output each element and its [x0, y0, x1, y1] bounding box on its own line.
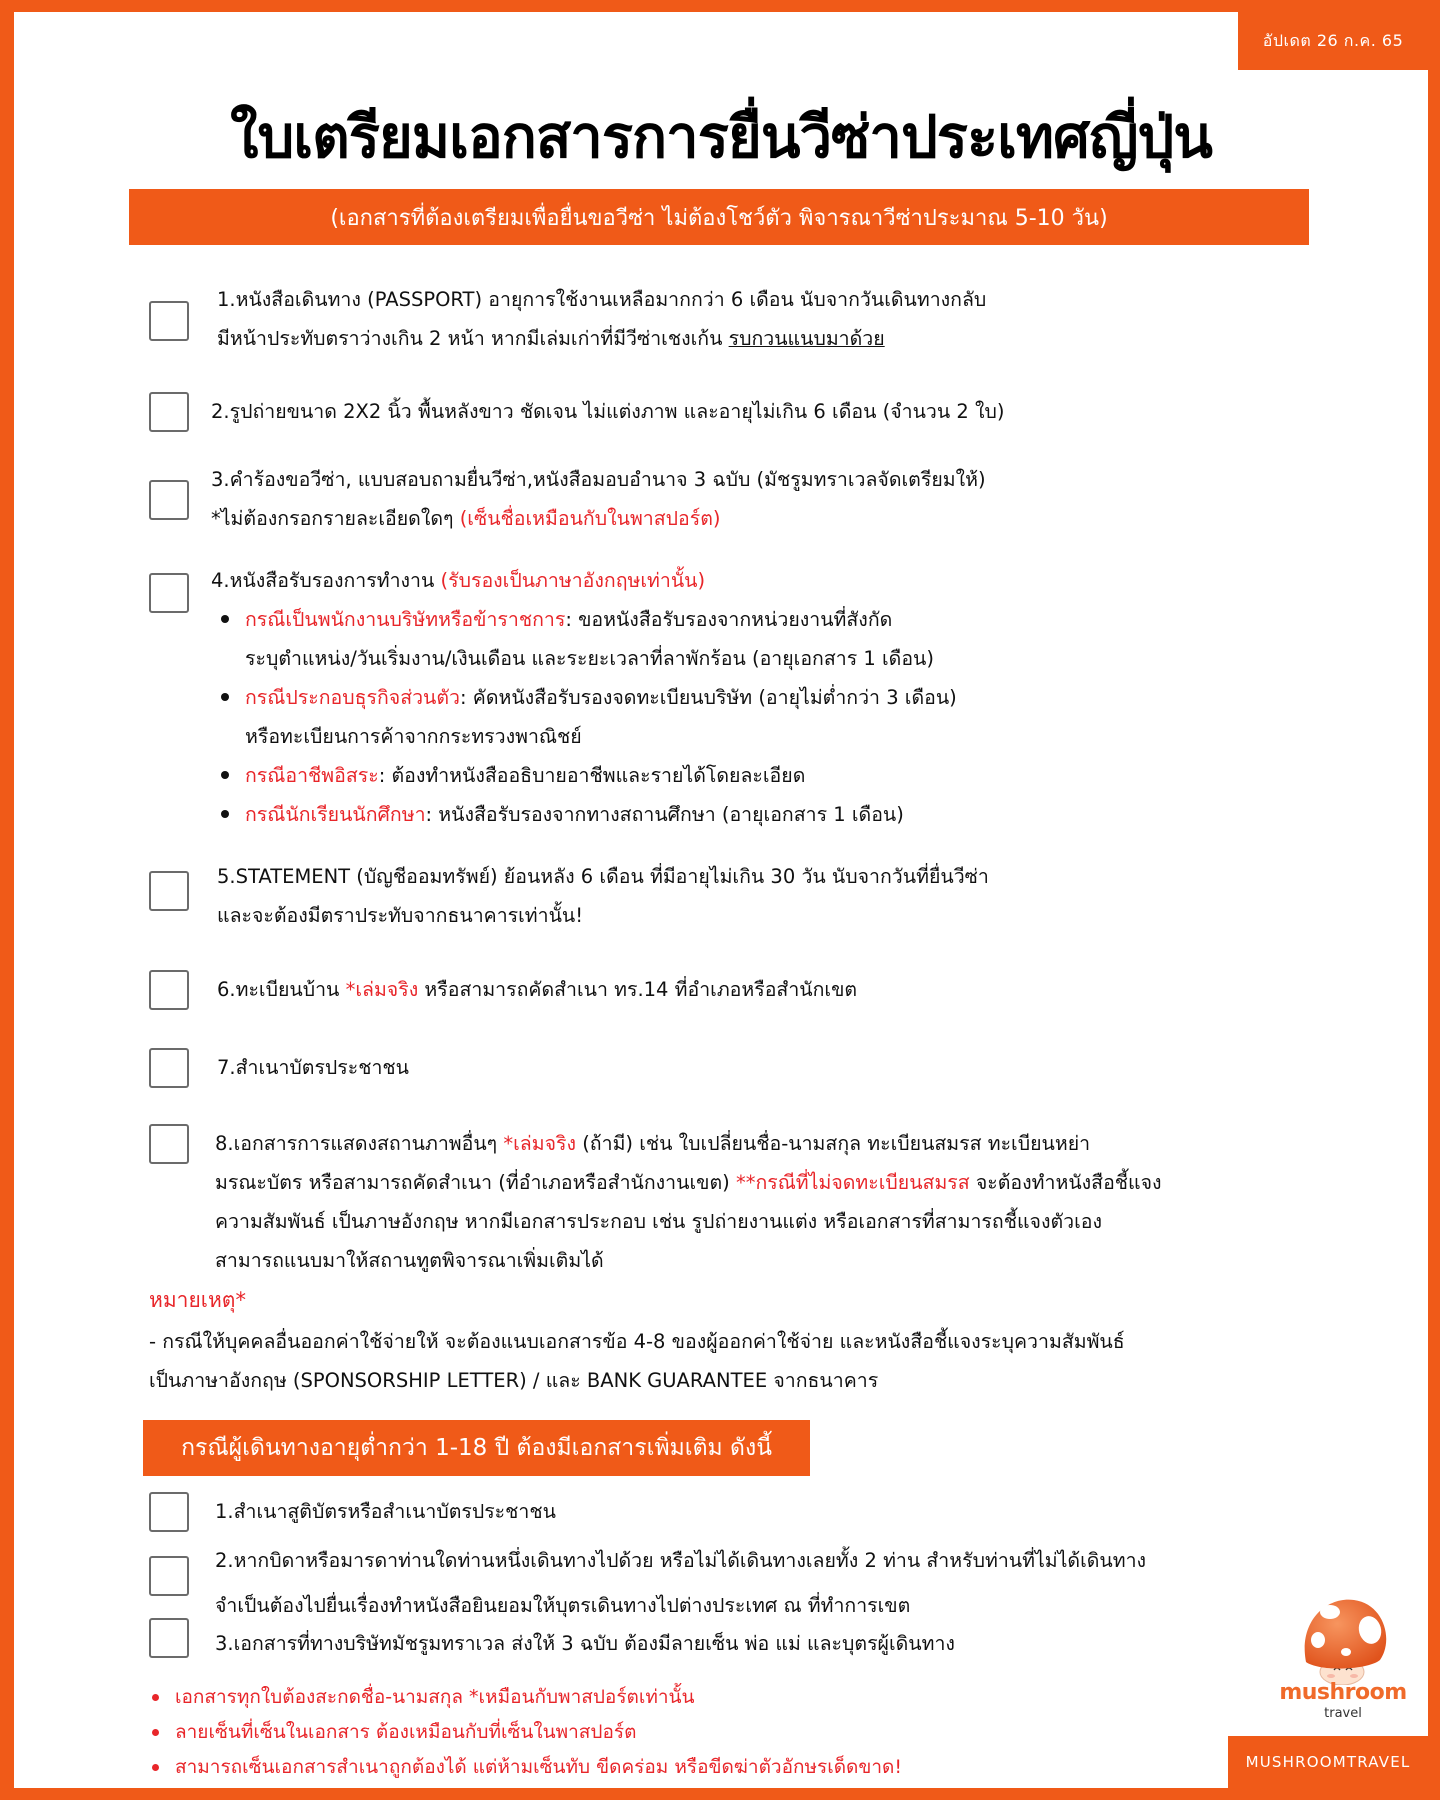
warning-item: เอกสารทุกใบต้องสะกดชื่อ-นามสกุล *เหมือนกับพาสปอร์ตเท่านั้น	[149, 1680, 902, 1715]
item-text-highlight: *เล่มจริง	[503, 1132, 576, 1155]
list-item	[211, 600, 957, 639]
item-text-highlight: (รับรองเป็นภาษาอังกฤษเท่านั้น)	[440, 569, 706, 592]
logo-subtext: travel	[1324, 1706, 1362, 1721]
checklist-item-employment-cert	[149, 561, 1329, 831]
checkbox[interactable]	[149, 1556, 189, 1596]
item-text	[215, 1538, 1146, 1628]
employment-cases-list	[211, 600, 957, 834]
checklist-item-statement	[149, 857, 1329, 937]
checklist-item-house-registration	[149, 970, 1329, 1010]
case-label: กรณีประกอบธุรกิจส่วนตัว	[245, 686, 460, 709]
item-text: 2.รูปถ่ายขนาด 2X2 นิ้ว พื้นหลังขาว ชัดเจน ไม่แต่งภาพ และอายุไม่เกิน 6 เดือน (จำนวน 2 ใบ)	[211, 400, 1005, 423]
warning-item: ลายเซ็นที่เซ็นในเอกสาร ต้องเหมือนกับที่เซ็นในพาสปอร์ต	[149, 1715, 902, 1750]
item-text-highlight: *เล่มจริง	[345, 978, 419, 1001]
item-line	[215, 1163, 1162, 1202]
case-label: กรณีอาชีพอิสระ	[245, 764, 379, 787]
notes-line: - กรณีให้บุคคลอื่นออกค่าใช้จ่ายให้ จะต้องแนบเอกสารข้อ 4-8 ของผู้ออกค่าใช้จ่าย และหนังสือชี้แจงระบุความสัมพันธ์	[149, 1330, 1125, 1353]
checkbox[interactable]	[149, 301, 189, 341]
item-line: 5.STATEMENT (บัญชีออมทรัพย์) ย้อนหลัง 6 เดือน ที่มีอายุไม่เกิน 30 วัน นับจากวันที่ยื่นวีซ่า	[217, 865, 989, 888]
checkbox[interactable]	[149, 573, 189, 613]
update-date-badge: อัปเดต 26 ก.ค. 65	[1238, 12, 1428, 70]
item-text	[217, 970, 857, 1009]
warning-item: สามารถเซ็นเอกสารสำเนาถูกต้องได้ แต่ห้ามเซ็นทับ ขีดคร่อม หรือขีดฆ่าตัวอักษรเด็ดขาด!	[149, 1750, 902, 1785]
list-item	[211, 678, 957, 717]
item-text-highlight: **กรณีที่ไม่จดทะเบียนสมรส	[735, 1171, 970, 1194]
item-text-plain: (ถ้ามี) เช่น ใบเปลี่ยนชื่อ-นามสกุล ทะเบียนสมรส ทะเบียนหย่า	[576, 1132, 1091, 1155]
item-text-underline: รบกวนแนบมาด้วย	[728, 327, 885, 350]
item-text	[211, 561, 957, 834]
item-line	[217, 319, 986, 358]
checkbox[interactable]	[149, 1124, 189, 1164]
item-line: ความสัมพันธ์ เป็นภาษอังกฤษ หากมีเอกสารประกอบ เช่น รูปถ่ายงานแต่ง หรือเอกสารที่สามารถชี้แจงตัวเอง	[215, 1210, 1102, 1233]
item-line: 2.หากบิดาหรือมารดาท่านใดท่านหนึ่งเดินทางไปด้วย หรือไม่ได้เดินทางเลยทั้ง 2 ท่าน สำหรับท่านที่ไม่ได้เดินทาง	[215, 1549, 1147, 1572]
mushroom-travel-logo	[1258, 1590, 1428, 1720]
case-text: : หนังสือรับรองจากทางสถานศึกษา (อายุเอกสาร 1 เดือน)	[425, 803, 904, 826]
item-line: 1.หนังสือเดินทาง (PASSPORT) อายุการใช้งานเหลือมากกว่า 6 เดือน นับจากวันเดินทางกลับ	[217, 288, 987, 311]
item-line	[215, 1124, 1162, 1163]
item-text	[217, 857, 989, 935]
subtitle-banner: (เอกสารที่ต้องเตรียมเพื่อยื่นขอวีซ่า ไม่ต้องโชว์ตัว พิจารณาวีซ่าประมาณ 5-10 วัน)	[129, 189, 1309, 245]
item-line: และจะต้องมีตราประทับจากธนาคารเท่านั้น!	[217, 904, 584, 927]
item-text-plain: 8.เอกสารการแสดงสถานภาพอื่นๆ	[215, 1132, 504, 1155]
minor-item-signed-forms	[149, 1618, 1329, 1658]
list-item-continuation	[211, 717, 957, 756]
case-label: กรณีนักเรียนนักศึกษา	[245, 803, 426, 826]
page-title: ใบเตรียมเอกสารการยื่นวีซ่าประเทศญี่ปุ่น	[230, 103, 1212, 171]
item-text: 1.สำเนาสูติบัตรหรือสำเนาบัตรประชาชน	[215, 1500, 556, 1523]
notes-line: เป็นภาษาอังกฤษ (SPONSORSHIP LETTER) / และ BANK GUARANTEE จากธนาคาร	[149, 1369, 879, 1392]
item-text	[211, 460, 986, 538]
checklist-item-status-documents	[149, 1124, 1329, 1284]
checkbox[interactable]	[149, 1048, 189, 1088]
case-text: : ขอหนังสือรับรองจากหน่วยงานที่สังกัด	[565, 608, 893, 631]
minor-item-parental-consent	[149, 1538, 1329, 1618]
notes-heading: หมายเหตุ*	[149, 1288, 246, 1312]
checklist-item-photo	[149, 392, 1329, 432]
item-text-plain: 6.ทะเบียนบ้าน	[217, 978, 346, 1001]
item-text	[217, 280, 986, 358]
warnings-list	[149, 1680, 902, 1785]
checklist-item-id-card	[149, 1048, 1329, 1088]
case-text: หรือทะเบียนการค้าจากกระทรวงพาณิชย์	[245, 725, 582, 748]
item-line	[211, 499, 986, 538]
list-item-continuation	[211, 639, 957, 678]
case-text: ระบุตำแหน่ง/วันเริ่มงาน/เงินเดือน และระยะเวลาที่ลาพักร้อน (อายุเอกสาร 1 เดือน)	[245, 647, 934, 670]
item-text	[215, 1124, 1162, 1280]
item-line: จำเป็นต้องไปยื่นเรื่องทำหนังสือยินยอมให้บุตรเดินทางไปต่างประเทศ ณ ที่ทำการเขต	[215, 1594, 911, 1617]
case-text: : คัดหนังสือรับรองจดทะเบียนบริษัท (อายุไม่ต่ำกว่า 3 เดือน)	[460, 686, 957, 709]
checkbox[interactable]	[149, 392, 189, 432]
item-line: สามารถแนบมาให้สถานทูตพิจารณาเพิ่มเติมได้	[215, 1249, 604, 1272]
mushroom-icon	[1258, 1590, 1428, 1685]
item-line	[211, 561, 957, 600]
list-item	[211, 756, 957, 795]
checklist-item-visa-forms	[149, 460, 1329, 540]
item-text: 7.สำเนาบัตรประชาชน	[217, 1056, 409, 1079]
checklist-item-passport	[149, 280, 1329, 360]
item-text-plain: หรือสามารถคัดสำเนา ทร.14 ที่อำเภอหรือสำนักเขต	[418, 978, 858, 1001]
document-page	[14, 12, 1428, 1788]
item-text-plain: จะต้องทำหนังสือชี้แจง	[969, 1171, 1162, 1194]
checkbox[interactable]	[149, 871, 189, 911]
case-text: : ต้องทำหนังสืออธิบายอาชีพและรายได้โดยละเอียด	[378, 764, 806, 787]
minor-section-banner: กรณีผู้เดินทางอายุต่ำกว่า 1-18 ปี ต้องมีเอกสารเพิ่มเติม ดังนี้	[143, 1420, 810, 1476]
notes-body	[149, 1322, 1329, 1400]
item-text-plain: *ไม่ต้องกรอกรายละเอียดใดๆ	[211, 507, 460, 530]
footer-brand-badge: MUSHROOMTRAVEL	[1228, 1736, 1428, 1788]
item-text-plain: มีหน้าประทับตราว่างเกิน 2 หน้า หากมีเล่มเก่าที่มีวีซ่าเชงเก้น	[217, 327, 729, 350]
minor-item-birth-certificate	[149, 1492, 1329, 1532]
list-item	[211, 795, 957, 834]
checkbox[interactable]	[149, 1492, 189, 1532]
item-text-plain: มรณะบัตร หรือสามารถคัดสำเนา (ที่อำเภอหรือสำนักงานเขต)	[215, 1171, 736, 1194]
item-line: 3.คำร้องขอวีซ่า, แบบสอบถามยื่นวีซ่า,หนังสือมอบอำนาจ 3 ฉบับ (มัชรูมทราเวลจัดเตรียมให้)	[211, 468, 986, 491]
checkbox[interactable]	[149, 1618, 189, 1658]
logo-wordmark: mushroom	[1279, 1680, 1407, 1705]
checkbox[interactable]	[149, 480, 189, 520]
item-text: 3.เอกสารที่ทางบริษัทมัชรูมทราเวล ส่งให้ 3 ฉบับ ต้องมีลายเซ็น พ่อ แม่ และบุตรผู้เดินทาง	[215, 1632, 955, 1655]
checkbox[interactable]	[149, 970, 189, 1010]
case-label: กรณีเป็นพนักงานบริษัทหรือข้าราชการ	[245, 608, 566, 631]
item-text-plain: 4.หนังสือรับรองการทำงาน	[211, 569, 441, 592]
item-text-highlight: (เซ็นชื่อเหมือนกับในพาสปอร์ต)	[459, 507, 721, 530]
